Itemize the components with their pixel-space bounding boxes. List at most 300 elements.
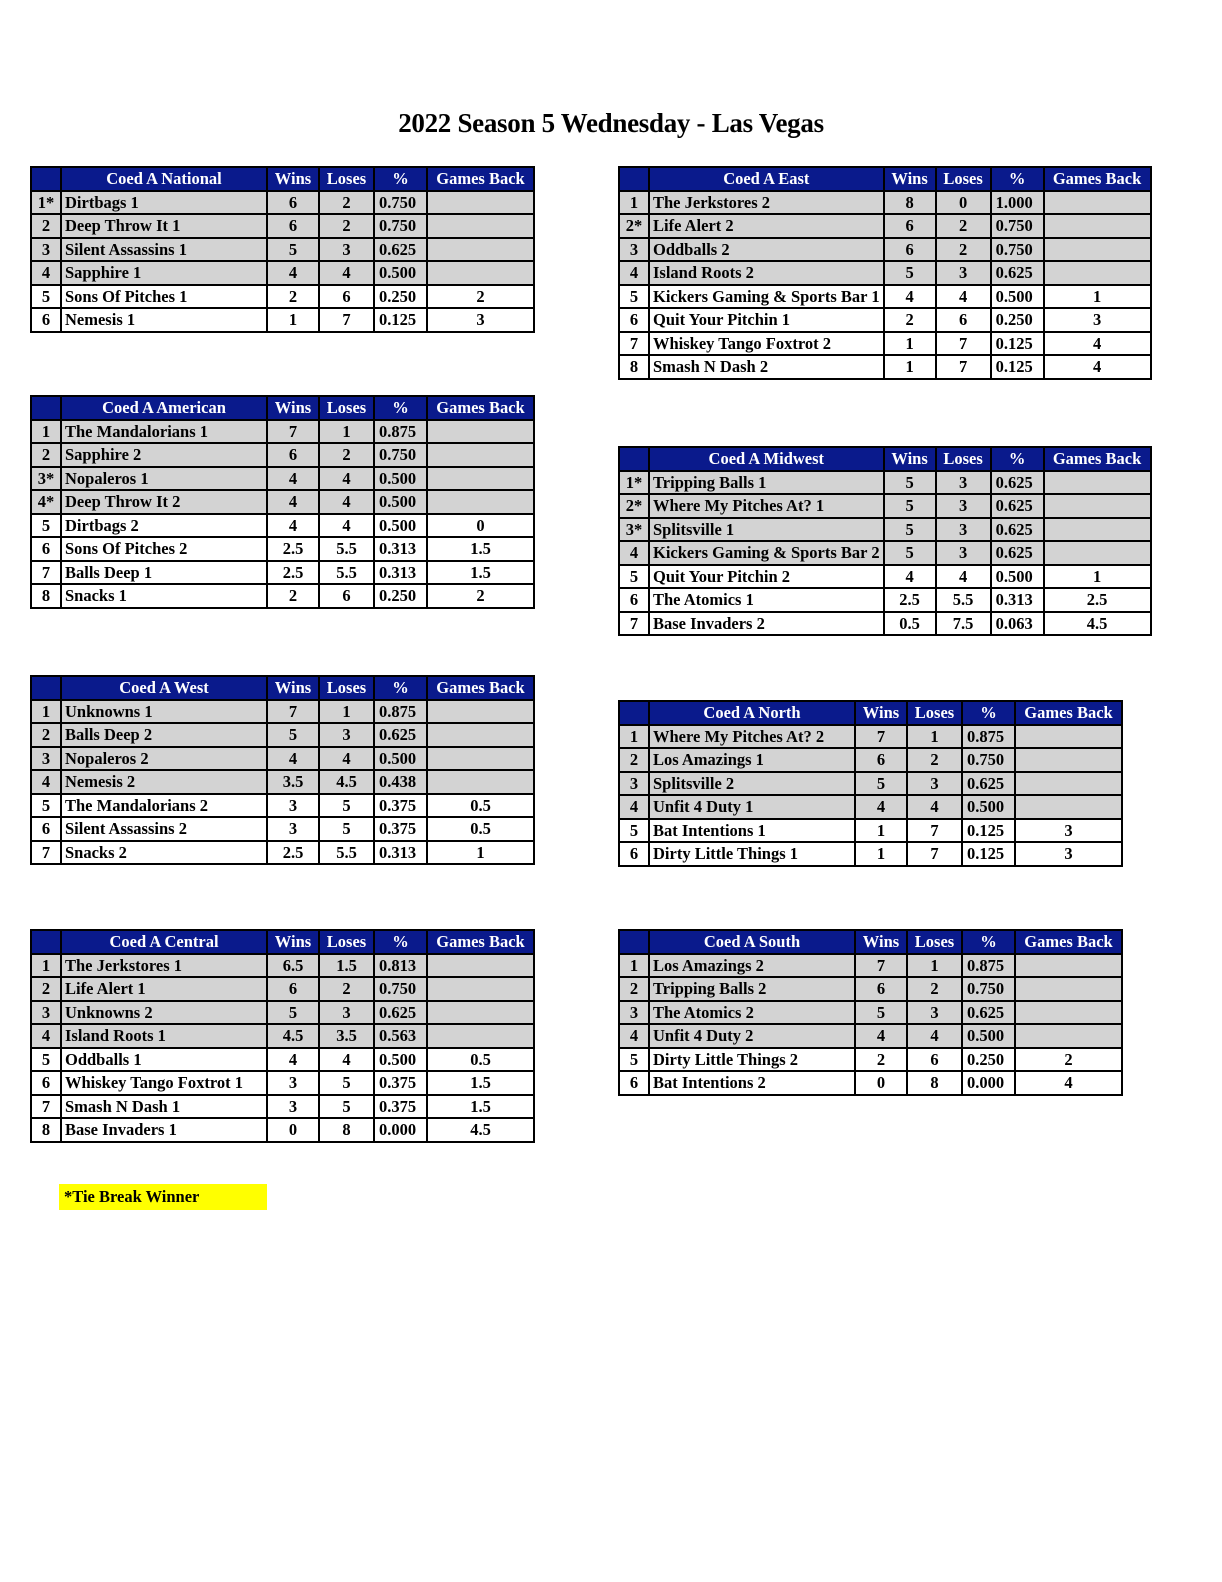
header-games-back: Games Back bbox=[427, 930, 534, 954]
loses-cell: 4 bbox=[907, 795, 962, 819]
team-name: Oddballs 2 bbox=[649, 238, 884, 262]
table-row bbox=[31, 285, 534, 309]
pct-cell: 0.813 bbox=[374, 954, 427, 978]
loses-cell: 1 bbox=[319, 420, 374, 444]
team-name: Unknowns 1 bbox=[61, 700, 267, 724]
header-row bbox=[31, 930, 534, 954]
team-name: Snacks 2 bbox=[61, 841, 267, 865]
team-name: Where My Pitches At? 1 bbox=[649, 494, 884, 518]
loses-cell: 6 bbox=[907, 1048, 962, 1072]
wins-cell: 2 bbox=[884, 308, 936, 332]
loses-cell: 3 bbox=[319, 238, 374, 262]
pct-cell: 0.500 bbox=[962, 795, 1015, 819]
rank-cell: 5 bbox=[31, 285, 61, 309]
games-back-cell: 0.5 bbox=[427, 817, 534, 841]
pct-cell: 0.625 bbox=[374, 1001, 427, 1025]
rank-cell: 4 bbox=[31, 770, 61, 794]
loses-cell: 1 bbox=[907, 954, 962, 978]
table-row bbox=[31, 214, 534, 238]
rank-cell: 1* bbox=[619, 471, 649, 495]
wins-cell: 7 bbox=[267, 700, 319, 724]
team-name: Silent Assassins 1 bbox=[61, 238, 267, 262]
wins-cell: 4 bbox=[884, 565, 936, 589]
rank-cell: 4 bbox=[619, 795, 649, 819]
loses-cell: 2 bbox=[319, 443, 374, 467]
loses-cell: 5 bbox=[319, 794, 374, 818]
pct-cell: 0.375 bbox=[374, 794, 427, 818]
pct-cell: 0.625 bbox=[991, 471, 1044, 495]
rank-cell: 6 bbox=[31, 537, 61, 561]
rank-cell: 1 bbox=[31, 420, 61, 444]
games-back-cell bbox=[1015, 748, 1122, 772]
games-back-cell: 3 bbox=[1015, 842, 1122, 866]
table-row bbox=[619, 1048, 1122, 1072]
team-name: Deep Throw It 2 bbox=[61, 490, 267, 514]
header-wins: Wins bbox=[855, 930, 907, 954]
division-name: Coed A Midwest bbox=[649, 447, 884, 471]
rank-cell: 8 bbox=[619, 355, 649, 379]
pct-cell: 0.313 bbox=[374, 537, 427, 561]
rank-cell: 6 bbox=[619, 1071, 649, 1095]
games-back-cell bbox=[427, 191, 534, 215]
header-blank bbox=[31, 396, 61, 420]
pct-cell: 0.313 bbox=[374, 841, 427, 865]
wins-cell: 4 bbox=[855, 1024, 907, 1048]
loses-cell: 6 bbox=[319, 584, 374, 608]
team-name: The Mandalorians 2 bbox=[61, 794, 267, 818]
wins-cell: 3 bbox=[267, 817, 319, 841]
wins-cell: 4 bbox=[267, 467, 319, 491]
rank-cell: 6 bbox=[619, 588, 649, 612]
games-back-cell: 2 bbox=[427, 584, 534, 608]
page-title: 2022 Season 5 Wednesday - Las Vegas bbox=[398, 108, 824, 138]
rank-cell: 2 bbox=[31, 214, 61, 238]
team-name: Silent Assassins 2 bbox=[61, 817, 267, 841]
header-pct: % bbox=[991, 447, 1044, 471]
team-name: Kickers Gaming & Sports Bar 2 bbox=[649, 541, 884, 565]
rank-cell: 4 bbox=[619, 261, 649, 285]
standings-table-south bbox=[618, 929, 1123, 1096]
pct-cell: 0.625 bbox=[991, 494, 1044, 518]
wins-cell: 4 bbox=[267, 490, 319, 514]
loses-cell: 5 bbox=[319, 1095, 374, 1119]
games-back-cell bbox=[427, 214, 534, 238]
header-blank bbox=[619, 447, 649, 471]
table-row bbox=[31, 1024, 534, 1048]
rank-cell: 4 bbox=[31, 1024, 61, 1048]
wins-cell: 5 bbox=[855, 1001, 907, 1025]
team-name: Unfit 4 Duty 2 bbox=[649, 1024, 855, 1048]
table-row bbox=[31, 1118, 534, 1142]
header-wins: Wins bbox=[267, 930, 319, 954]
table-row bbox=[31, 443, 534, 467]
table-row bbox=[31, 308, 534, 332]
table-row bbox=[619, 261, 1151, 285]
header-wins: Wins bbox=[855, 701, 907, 725]
games-back-cell bbox=[1015, 1001, 1122, 1025]
pct-cell: 0.750 bbox=[374, 191, 427, 215]
games-back-cell: 4 bbox=[1044, 332, 1151, 356]
team-name: Sons Of Pitches 2 bbox=[61, 537, 267, 561]
header-row bbox=[31, 396, 534, 420]
header-loses: Loses bbox=[907, 701, 962, 725]
games-back-cell bbox=[427, 490, 534, 514]
team-name: Bat Intentions 2 bbox=[649, 1071, 855, 1095]
table-row bbox=[31, 700, 534, 724]
rank-cell: 5 bbox=[619, 819, 649, 843]
pct-cell: 0.875 bbox=[962, 954, 1015, 978]
table-row bbox=[31, 238, 534, 262]
rank-cell: 2 bbox=[619, 977, 649, 1001]
games-back-cell bbox=[1015, 795, 1122, 819]
team-name: Balls Deep 1 bbox=[61, 561, 267, 585]
loses-cell: 5 bbox=[319, 817, 374, 841]
loses-cell: 4 bbox=[319, 1048, 374, 1072]
pct-cell: 0.500 bbox=[374, 1048, 427, 1072]
rank-cell: 3* bbox=[619, 518, 649, 542]
wins-cell: 6 bbox=[884, 238, 936, 262]
rank-cell: 6 bbox=[619, 842, 649, 866]
wins-cell: 4 bbox=[267, 261, 319, 285]
loses-cell: 4 bbox=[319, 490, 374, 514]
loses-cell: 3 bbox=[936, 518, 991, 542]
header-wins: Wins bbox=[884, 167, 936, 191]
rank-cell: 7 bbox=[31, 561, 61, 585]
rank-cell: 5 bbox=[31, 1048, 61, 1072]
pct-cell: 0.250 bbox=[962, 1048, 1015, 1072]
loses-cell: 3 bbox=[936, 494, 991, 518]
rank-cell: 2 bbox=[31, 977, 61, 1001]
team-name: The Jerkstores 1 bbox=[61, 954, 267, 978]
games-back-cell bbox=[427, 238, 534, 262]
loses-cell: 3 bbox=[936, 471, 991, 495]
wins-cell: 6 bbox=[855, 748, 907, 772]
team-name: Base Invaders 1 bbox=[61, 1118, 267, 1142]
wins-cell: 4 bbox=[267, 747, 319, 771]
rank-cell: 5 bbox=[619, 565, 649, 589]
rank-cell: 4* bbox=[31, 490, 61, 514]
table-row bbox=[619, 471, 1151, 495]
games-back-cell: 3 bbox=[1015, 819, 1122, 843]
table-row bbox=[31, 584, 534, 608]
wins-cell: 5 bbox=[884, 518, 936, 542]
games-back-cell bbox=[427, 723, 534, 747]
table-row bbox=[31, 1071, 534, 1095]
table-row bbox=[31, 1095, 534, 1119]
team-name: Dirty Little Things 1 bbox=[649, 842, 855, 866]
rank-cell: 3 bbox=[619, 772, 649, 796]
table-row bbox=[619, 819, 1122, 843]
header-loses: Loses bbox=[319, 396, 374, 420]
loses-cell: 5 bbox=[319, 1071, 374, 1095]
loses-cell: 8 bbox=[319, 1118, 374, 1142]
team-name: Dirtbags 1 bbox=[61, 191, 267, 215]
wins-cell: 6 bbox=[267, 977, 319, 1001]
wins-cell: 1 bbox=[884, 332, 936, 356]
games-back-cell: 1 bbox=[1044, 565, 1151, 589]
wins-cell: 5 bbox=[884, 494, 936, 518]
team-name: Los Amazings 1 bbox=[649, 748, 855, 772]
games-back-cell bbox=[427, 977, 534, 1001]
loses-cell: 7.5 bbox=[936, 612, 991, 636]
pct-cell: 0.375 bbox=[374, 1095, 427, 1119]
loses-cell: 6 bbox=[936, 308, 991, 332]
pct-cell: 0.375 bbox=[374, 1071, 427, 1095]
games-back-cell: 4 bbox=[1015, 1071, 1122, 1095]
pct-cell: 0.875 bbox=[374, 420, 427, 444]
header-blank bbox=[31, 676, 61, 700]
table-row bbox=[619, 191, 1151, 215]
games-back-cell bbox=[1044, 214, 1151, 238]
team-name: Quit Your Pitchin 1 bbox=[649, 308, 884, 332]
games-back-cell bbox=[1044, 518, 1151, 542]
pct-cell: 0.000 bbox=[374, 1118, 427, 1142]
wins-cell: 3 bbox=[267, 1071, 319, 1095]
wins-cell: 2.5 bbox=[884, 588, 936, 612]
games-back-cell bbox=[427, 467, 534, 491]
pct-cell: 0.438 bbox=[374, 770, 427, 794]
wins-cell: 2 bbox=[855, 1048, 907, 1072]
pct-cell: 0.625 bbox=[991, 261, 1044, 285]
rank-cell: 1 bbox=[31, 954, 61, 978]
pct-cell: 0.625 bbox=[991, 541, 1044, 565]
table-row bbox=[31, 467, 534, 491]
table-row bbox=[31, 1048, 534, 1072]
pct-cell: 0.625 bbox=[991, 518, 1044, 542]
pct-cell: 0.750 bbox=[962, 977, 1015, 1001]
rank-cell: 4 bbox=[619, 541, 649, 565]
header-pct: % bbox=[962, 930, 1015, 954]
loses-cell: 2 bbox=[936, 238, 991, 262]
table-row bbox=[619, 214, 1151, 238]
wins-cell: 5 bbox=[884, 541, 936, 565]
standings-table-central bbox=[30, 929, 535, 1143]
loses-cell: 5.5 bbox=[319, 537, 374, 561]
games-back-cell bbox=[1015, 977, 1122, 1001]
pct-cell: 0.625 bbox=[962, 1001, 1015, 1025]
pct-cell: 0.625 bbox=[374, 723, 427, 747]
pct-cell: 0.500 bbox=[374, 514, 427, 538]
loses-cell: 3.5 bbox=[319, 1024, 374, 1048]
loses-cell: 2 bbox=[319, 191, 374, 215]
games-back-cell: 1.5 bbox=[427, 1071, 534, 1095]
table-row bbox=[619, 1024, 1122, 1048]
games-back-cell bbox=[427, 261, 534, 285]
wins-cell: 1 bbox=[267, 308, 319, 332]
header-blank bbox=[619, 701, 649, 725]
team-name: The Jerkstores 2 bbox=[649, 191, 884, 215]
table-row bbox=[31, 794, 534, 818]
table-row bbox=[31, 977, 534, 1001]
loses-cell: 5.5 bbox=[936, 588, 991, 612]
header-games-back: Games Back bbox=[1044, 167, 1151, 191]
games-back-cell bbox=[1044, 238, 1151, 262]
wins-cell: 6 bbox=[267, 191, 319, 215]
table-row bbox=[619, 308, 1151, 332]
rank-cell: 3 bbox=[31, 238, 61, 262]
table-row bbox=[619, 541, 1151, 565]
games-back-cell: 0 bbox=[427, 514, 534, 538]
table-row bbox=[619, 772, 1122, 796]
pct-cell: 0.313 bbox=[374, 561, 427, 585]
games-back-cell bbox=[1044, 261, 1151, 285]
rank-cell: 2 bbox=[31, 723, 61, 747]
rank-cell: 2* bbox=[619, 494, 649, 518]
loses-cell: 4 bbox=[319, 467, 374, 491]
header-wins: Wins bbox=[267, 167, 319, 191]
team-name: Oddballs 1 bbox=[61, 1048, 267, 1072]
wins-cell: 7 bbox=[855, 725, 907, 749]
table-row bbox=[619, 954, 1122, 978]
header-loses: Loses bbox=[319, 676, 374, 700]
standings-table-american bbox=[30, 395, 535, 609]
team-name: Life Alert 2 bbox=[649, 214, 884, 238]
team-name: The Atomics 1 bbox=[649, 588, 884, 612]
games-back-cell bbox=[427, 954, 534, 978]
loses-cell: 1 bbox=[907, 725, 962, 749]
pct-cell: 0.500 bbox=[374, 467, 427, 491]
table-row bbox=[619, 725, 1122, 749]
pct-cell: 0.875 bbox=[374, 700, 427, 724]
rank-cell: 4 bbox=[31, 261, 61, 285]
table-row bbox=[31, 420, 534, 444]
team-name: Sons Of Pitches 1 bbox=[61, 285, 267, 309]
wins-cell: 1 bbox=[884, 355, 936, 379]
wins-cell: 1 bbox=[855, 819, 907, 843]
loses-cell: 5.5 bbox=[319, 561, 374, 585]
rank-cell: 3 bbox=[31, 1001, 61, 1025]
games-back-cell: 3 bbox=[427, 308, 534, 332]
header-pct: % bbox=[962, 701, 1015, 725]
table-row bbox=[619, 1001, 1122, 1025]
standings-table-north bbox=[618, 700, 1123, 867]
pct-cell: 0.125 bbox=[991, 355, 1044, 379]
pct-cell: 0.125 bbox=[991, 332, 1044, 356]
loses-cell: 3 bbox=[907, 1001, 962, 1025]
rank-cell: 6 bbox=[31, 1071, 61, 1095]
loses-cell: 0 bbox=[936, 191, 991, 215]
table-row bbox=[31, 723, 534, 747]
wins-cell: 6 bbox=[855, 977, 907, 1001]
loses-cell: 3 bbox=[907, 772, 962, 796]
team-name: The Atomics 2 bbox=[649, 1001, 855, 1025]
team-name: Bat Intentions 1 bbox=[649, 819, 855, 843]
rank-cell: 1 bbox=[619, 954, 649, 978]
table-row bbox=[31, 841, 534, 865]
loses-cell: 4 bbox=[319, 747, 374, 771]
games-back-cell bbox=[1044, 541, 1151, 565]
loses-cell: 6 bbox=[319, 285, 374, 309]
pct-cell: 0.875 bbox=[962, 725, 1015, 749]
wins-cell: 4 bbox=[267, 1048, 319, 1072]
pct-cell: 0.500 bbox=[374, 490, 427, 514]
games-back-cell bbox=[427, 1001, 534, 1025]
table-row bbox=[31, 561, 534, 585]
table-row bbox=[619, 612, 1151, 636]
header-loses: Loses bbox=[319, 167, 374, 191]
wins-cell: 5 bbox=[267, 723, 319, 747]
pct-cell: 0.250 bbox=[374, 584, 427, 608]
rank-cell: 1 bbox=[619, 191, 649, 215]
rank-cell: 2 bbox=[31, 443, 61, 467]
games-back-cell bbox=[427, 1024, 534, 1048]
loses-cell: 7 bbox=[936, 332, 991, 356]
games-back-cell: 1.5 bbox=[427, 537, 534, 561]
loses-cell: 4 bbox=[319, 514, 374, 538]
games-back-cell: 1.5 bbox=[427, 1095, 534, 1119]
team-name: Dirtbags 2 bbox=[61, 514, 267, 538]
wins-cell: 2.5 bbox=[267, 841, 319, 865]
games-back-cell: 1.5 bbox=[427, 561, 534, 585]
table-row bbox=[619, 518, 1151, 542]
header-wins: Wins bbox=[267, 676, 319, 700]
wins-cell: 6 bbox=[267, 214, 319, 238]
table-row bbox=[31, 191, 534, 215]
team-name: The Mandalorians 1 bbox=[61, 420, 267, 444]
pct-cell: 0.750 bbox=[374, 977, 427, 1001]
division-name: Coed A Central bbox=[61, 930, 267, 954]
team-name: Kickers Gaming & Sports Bar 1 bbox=[649, 285, 884, 309]
pct-cell: 0.125 bbox=[374, 308, 427, 332]
team-name: Snacks 1 bbox=[61, 584, 267, 608]
team-name: Nopaleros 2 bbox=[61, 747, 267, 771]
games-back-cell bbox=[1044, 191, 1151, 215]
loses-cell: 2 bbox=[907, 748, 962, 772]
loses-cell: 4 bbox=[936, 285, 991, 309]
header-pct: % bbox=[374, 396, 427, 420]
pct-cell: 0.250 bbox=[991, 308, 1044, 332]
rank-cell: 5 bbox=[31, 794, 61, 818]
rank-cell: 8 bbox=[31, 584, 61, 608]
header-pct: % bbox=[374, 676, 427, 700]
loses-cell: 7 bbox=[907, 842, 962, 866]
team-name: Splitsville 2 bbox=[649, 772, 855, 796]
wins-cell: 6 bbox=[884, 214, 936, 238]
wins-cell: 2 bbox=[267, 285, 319, 309]
header-row bbox=[619, 701, 1122, 725]
wins-cell: 0 bbox=[855, 1071, 907, 1095]
rank-cell: 7 bbox=[31, 1095, 61, 1119]
wins-cell: 5 bbox=[267, 238, 319, 262]
header-games-back: Games Back bbox=[427, 676, 534, 700]
header-row bbox=[31, 167, 534, 191]
team-name: Deep Throw It 1 bbox=[61, 214, 267, 238]
wins-cell: 0.5 bbox=[884, 612, 936, 636]
pct-cell: 0.375 bbox=[374, 817, 427, 841]
pct-cell: 0.500 bbox=[374, 261, 427, 285]
rank-cell: 5 bbox=[619, 1048, 649, 1072]
team-name: Los Amazings 2 bbox=[649, 954, 855, 978]
games-back-cell: 4.5 bbox=[1044, 612, 1151, 636]
rank-cell: 4 bbox=[619, 1024, 649, 1048]
wins-cell: 3.5 bbox=[267, 770, 319, 794]
division-name: Coed A American bbox=[61, 396, 267, 420]
rank-cell: 2 bbox=[619, 748, 649, 772]
table-row bbox=[619, 565, 1151, 589]
pct-cell: 0.125 bbox=[962, 819, 1015, 843]
games-back-cell bbox=[427, 747, 534, 771]
team-name: Smash N Dash 1 bbox=[61, 1095, 267, 1119]
team-name: Balls Deep 2 bbox=[61, 723, 267, 747]
table-row bbox=[619, 355, 1151, 379]
rank-cell: 1 bbox=[619, 725, 649, 749]
header-pct: % bbox=[374, 167, 427, 191]
header-blank bbox=[31, 930, 61, 954]
games-back-cell bbox=[427, 420, 534, 444]
header-games-back: Games Back bbox=[1044, 447, 1151, 471]
loses-cell: 3 bbox=[319, 723, 374, 747]
games-back-cell bbox=[1015, 954, 1122, 978]
